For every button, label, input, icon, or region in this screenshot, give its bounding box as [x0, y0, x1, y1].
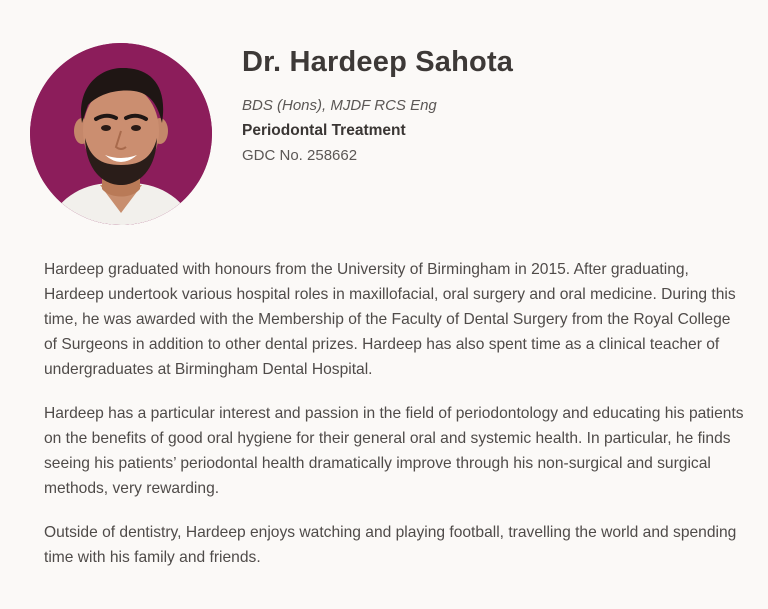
dentist-name: Dr. Hardeep Sahota: [242, 46, 514, 78]
gdc-number: GDC No. 258662: [242, 147, 358, 164]
bio-paragraph: Hardeep has a particular interest and passion in the field of periodontology and educating his patients on the benefits of good oral hygiene for their general oral and systemic health. In particular, he finds seeing his patients’ periodontal health dramatically improve through his non-surgical and surgical methods, very rewarding.: [44, 405, 744, 497]
bio-paragraph: Outside of dentistry, Hardeep enjoys watching and playing football, travelling the world and spending time with his family and friends.: [44, 524, 737, 566]
profile-photo: [30, 43, 212, 225]
profile-header: [242, 44, 742, 166]
qualifications: BDS (Hons), MJDF RCS Eng: [242, 97, 437, 114]
biography: [44, 257, 744, 589]
specialty: Periodontal Treatment: [242, 122, 406, 139]
bio-paragraph: Hardeep graduated with honours from the University of Birmingham in 2015. After graduating, Hardeep undertook various hospital roles in maxillofacial, oral surgery and oral medicine. During this time, he was awarded with the Membership of the Faculty of Dental Surgery from the Royal College of Surgeons in addition to other dental prizes. Hardeep has also spent time as a clinical teacher of undergraduates at Birmingham Dental Hospital.: [44, 261, 736, 378]
portrait-image: [30, 43, 212, 225]
